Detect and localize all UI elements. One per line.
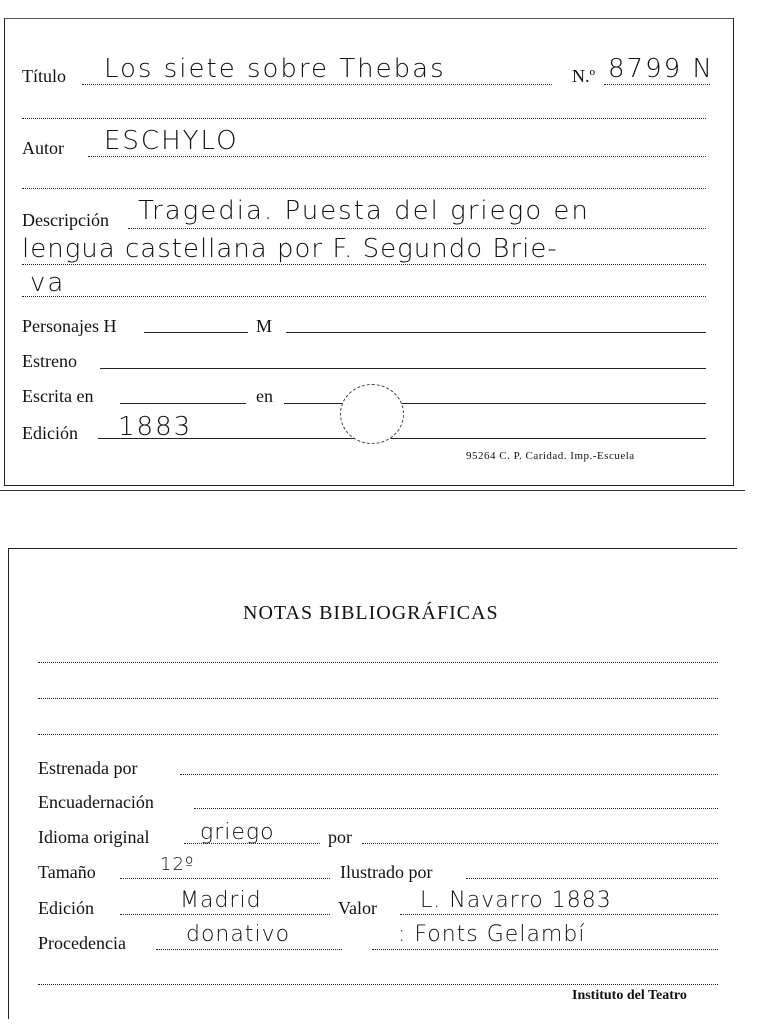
autor-value: ESCHYLO <box>104 126 239 156</box>
ilustrado-label: Ilustrado por <box>340 862 433 882</box>
descripcion-line-3: va <box>30 268 66 298</box>
procedencia-value: donativo <box>186 922 291 947</box>
notas-rule-1 <box>38 662 718 663</box>
idioma-value: griego <box>200 820 275 845</box>
edicion-rule <box>98 438 706 439</box>
edicion-back-rule <box>120 914 330 915</box>
idioma-rule <box>184 843 320 844</box>
estreno-label: Estreno <box>22 351 77 371</box>
tamano-label: Tamaño <box>38 862 96 882</box>
procedencia-rule <box>156 949 342 950</box>
titulo-rule <box>82 84 552 85</box>
descripcion-line-2: lengua castellana por F. Segundo Brie- <box>22 234 558 264</box>
por-rule <box>362 843 718 844</box>
numero-rule <box>604 84 710 85</box>
blank-rule-2 <box>22 188 706 189</box>
procedencia-extra: : Fonts Gelambí <box>398 922 586 947</box>
notas-heading: NOTAS BIBLIOGRÁFICAS <box>243 602 499 624</box>
encuadernacion-rule <box>194 808 718 809</box>
encuadernacion-label: Encuadernación <box>38 792 154 812</box>
autor-label: Autor <box>22 138 64 158</box>
estrenada-label: Estrenada por <box>38 758 138 778</box>
personajes-h-rule <box>144 332 248 333</box>
titulo-label: Título <box>22 66 66 86</box>
punch-hole <box>340 384 404 444</box>
autor-rule <box>88 156 706 157</box>
personajes-m-rule <box>286 332 706 333</box>
notas-rule-2 <box>38 698 718 699</box>
valor-value: L. Navarro 1883 <box>420 888 612 913</box>
card-edge-line <box>0 490 745 491</box>
notas-rule-3 <box>38 734 718 735</box>
personajes-label: Personajes H <box>22 316 117 336</box>
escrita-rule <box>120 403 246 404</box>
procedencia-label: Procedencia <box>38 933 126 953</box>
procedencia-extra-rule <box>372 949 718 950</box>
m-label: M <box>256 316 273 336</box>
valor-rule <box>400 914 718 915</box>
descripcion-rule-3 <box>22 296 706 297</box>
descripcion-line-1: Tragedia. Puesta del griego en <box>138 196 590 226</box>
tamano-rule <box>120 878 330 879</box>
blank-rule-1 <box>22 118 706 119</box>
en-label: en <box>256 386 273 406</box>
tamano-value: 12º <box>160 854 195 875</box>
edicion-back-value: Madrid <box>180 888 262 913</box>
por-label: por <box>328 827 352 847</box>
ilustrado-rule <box>466 878 718 879</box>
titulo-value: Los siete sobre Thebas <box>104 54 446 84</box>
printer-imprint: 95264 C. P. Caridad. Imp.-Escuela <box>466 450 635 462</box>
numero-value: 8799 N <box>608 54 714 84</box>
notas-rule-last <box>38 984 718 985</box>
descripcion-rule-2 <box>22 264 706 265</box>
idioma-label: Idioma original <box>38 827 150 847</box>
edicion-label: Edición <box>22 423 78 443</box>
valor-label: Valor <box>338 898 377 918</box>
edicion-back-label: Edición <box>38 898 94 918</box>
instituto-footer: Instituto del Teatro <box>572 988 687 1003</box>
edicion-value: 1883 <box>118 412 193 442</box>
numero-label: N.º <box>572 66 596 86</box>
descripcion-label: Descripción <box>22 210 109 230</box>
descripcion-rule-1 <box>128 228 706 229</box>
estrenada-rule <box>180 774 718 775</box>
estreno-rule <box>100 368 706 369</box>
escrita-label: Escrita en <box>22 386 94 406</box>
